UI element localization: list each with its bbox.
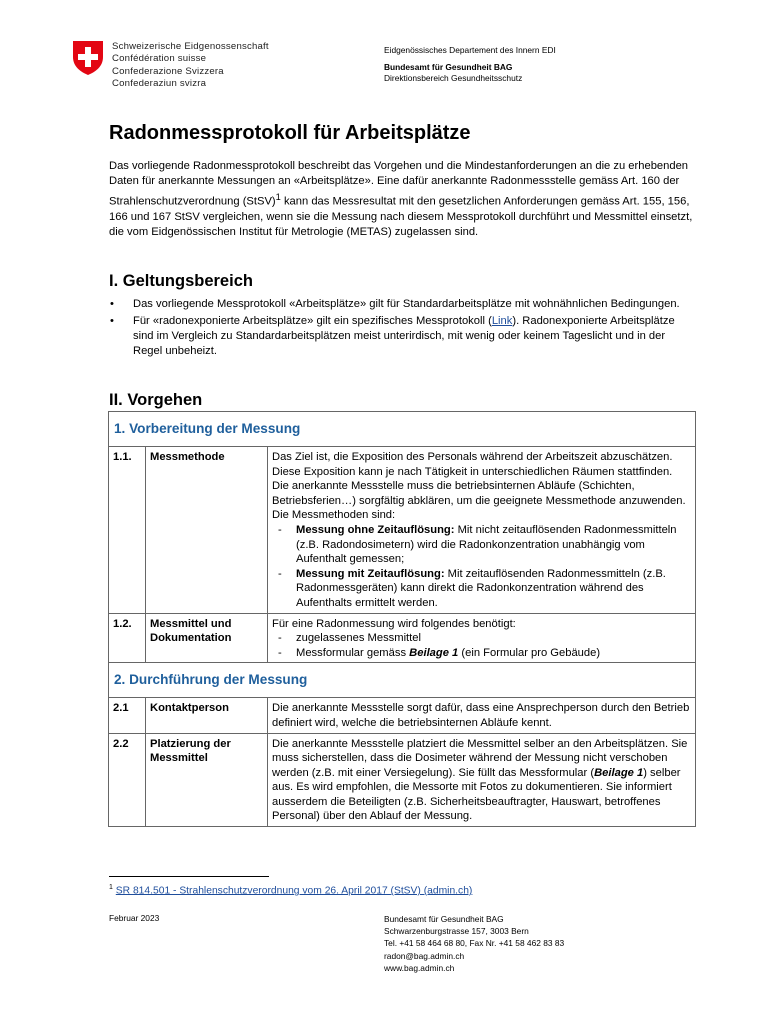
row-text: Das Ziel ist, die Exposition des Personals während der Arbeitszeit abzuschätzen. Diese Exposition kann je nach Tätigkeit in unterschiedlichen Räumen stattfinden. Die anerkannte Messstelle muss die betriebsinternen Abläufe (Schichten, Betriebsferien…) sorgfältig abklären, um die geeignete Messmethode anzuwenden. Die Messmethoden sind: [272,451,686,522]
confederation-names [112,41,269,91]
row-content [268,733,696,827]
list-item [272,567,691,611]
office-block [384,62,522,84]
attachment-ref: Beilage 1 [594,766,644,779]
row-number: 1.1. [109,447,146,614]
dash-symbol: - [278,632,282,645]
bullet-text: Das vorliegende Messprotokoll «Arbeitsplätze» gilt für Standardarbeitsplätze mit wohnähnlichen Bedingungen. [133,298,680,310]
row-label: Platzierung der Messmittel [146,733,268,827]
gov-name-it: Confederazione Svizzera [112,65,224,77]
address-line: Tel. +41 58 464 68 80, Fax Nr. +41 58 462 83 83 [384,938,565,949]
footnote-marker: 1 [109,884,113,891]
footer-date: Februar 2023 [109,913,160,923]
attachment-ref: Beilage 1 [409,646,459,659]
gov-name-fr: Confédération suisse [112,53,207,65]
address-line: Schwarzenburgstrasse 157, 3003 Bern [384,926,529,937]
subsection-title-durchfuehrung: 2. Durchführung der Messung [109,663,696,698]
dash-symbol: - [278,646,282,659]
section-heading-vorgehen: II. Vorgehen [109,391,203,409]
table-section-row [109,412,696,447]
intro-text-2: kann das Messresultat mit den gesetzlichen Anforderungen gemäss Art. 155, 156, 166 und 167 StSV vergleichen, wenn sie die Messung nach diesem Messprotokoll durchführt und Messmittel einsetzt, die vom Eidgenössischen Institut für Metrologie (METAS) zugelassen sind. [109,195,693,238]
protocol-link[interactable]: Link [491,315,513,328]
dash-symbol: - [278,567,282,580]
table-row [109,698,696,733]
row-number: 1.2. [109,613,146,663]
row-content [268,613,696,663]
row-content: Die anerkannte Messstelle sorgt dafür, dass eine Ansprechperson durch den Betrieb definiert wird, welche die betriebsinternen Abläufe kennt. [268,698,696,733]
list-item [272,631,691,646]
division-name: Direktionsbereich Gesundheitsschutz [384,73,523,83]
footnote-ref[interactable]: 1 [275,191,281,202]
page-title: Radonmessprotokoll für Arbeitsplätze [109,122,471,144]
row-text: Für eine Radonmessung wird folgendes benötigt: [272,617,516,630]
list-item [109,314,694,359]
bullet-symbol: • [110,315,114,328]
method-title: Messung ohne Zeitauflösung: [296,523,455,536]
gov-name-de: Schweizerische Eidgenossenschaft [112,41,269,52]
list-item [109,297,694,312]
list-item [272,646,691,661]
method-text: Mit zeitauflösenden Radonmessmitteln (z.B. Radonmessgeräten) kann direkt die Radonkonzentration während des Aufenthalts ermittelt werden. [296,567,666,609]
address-line: Bundesamt für Gesundheit BAG [384,914,504,924]
table-section-row [109,663,696,698]
table-row [109,613,696,663]
row-text-end: ) selber aus. Es wird empfohlen, die Messorte mit Fotos zu dokumentieren. Sie informiert ausserdem die Beteiligten (z.B. Sicherheitsbeauftragter, Hauswart, betroffenes Personal) über den Ablauf der Messung. [272,766,681,823]
item-text: Messformular gemäss [296,646,410,659]
item-text: zugelassenes Messmittel [296,632,421,645]
row-label: Messmittel und Dokumentation [146,613,268,663]
procedure-table [108,411,696,827]
bullet-symbol: • [110,298,114,310]
row-text: Die anerkannte Messstelle platziert die Messmittel selber an den Arbeitsplätzen. Sie muss sicherstellen, dass die Dosimeter während der Messung nicht verschoben werden (z.B. mit einer Versiegelung). Sie füllt das Messformular ( [272,737,688,779]
row-content [268,447,696,614]
row-label: Kontaktperson [146,698,268,733]
footnote-divider [109,876,269,877]
footnote [109,881,472,897]
row-label: Messmethode [146,447,268,614]
bullet-text-start: Für «radonexponierte Arbeitsplätze» gilt ein spezifisches Messprotokoll ( [133,315,492,328]
swiss-coat-of-arms-icon [72,40,104,76]
intro-text-1: Das vorliegende Radonmessprotokoll beschreibt das Vorgehen und die Mindestanforderungen an die zu erhebenden Daten für anerkannte Messungen an «Arbeitsplätze». Eine dafür anerkannte Radonmessstelle gemäss Art. 160 der Strahlenschutzverordnung (StSV) [109,160,689,208]
item-text-end: (ein Formular pro Gebäude) [458,646,601,659]
table-row [109,733,696,827]
office-name: Bundesamt für Gesundheit BAG [384,62,513,72]
subsection-title-vorbereitung: 1. Vorbereitung der Messung [109,412,696,447]
dash-symbol: - [278,523,282,536]
method-title: Messung mit Zeitauflösung: [296,567,445,580]
footer-address [384,913,564,974]
address-website[interactable]: www.bag.admin.ch [384,962,455,973]
address-email[interactable]: radon@bag.admin.ch [384,950,465,961]
list-item [272,523,691,567]
row-number: 2.2 [109,733,146,827]
scope-bullet-list [109,297,694,361]
row-number: 2.1 [109,698,146,733]
table-row [109,447,696,614]
section-heading-geltungsbereich: I. Geltungsbereich [109,272,253,290]
department-name: Eidgenössisches Departement des Innern EDI [384,45,556,55]
footnote-link[interactable]: SR 814.501 - Strahlenschutzverordnung vom 26. April 2017 (StSV) (admin.ch) [115,885,473,897]
method-text: Mit nicht zeitauflösenden Radonmessmitteln (z.B. Radondosimetern) wird die Radonkonzentration unabhängig vom Aufenthalt gemessen; [296,523,677,566]
intro-paragraph [109,159,694,240]
bullet-text-end: ). Radonexponierte Arbeitsplätze sind im Vergleich zu Standardarbeitsplätzen meist unterirdisch, mit wenig oder keinem Tageslicht und in der Regel unbeheizt. [133,315,675,358]
gov-name-rm: Confederaziun svizra [112,78,207,90]
